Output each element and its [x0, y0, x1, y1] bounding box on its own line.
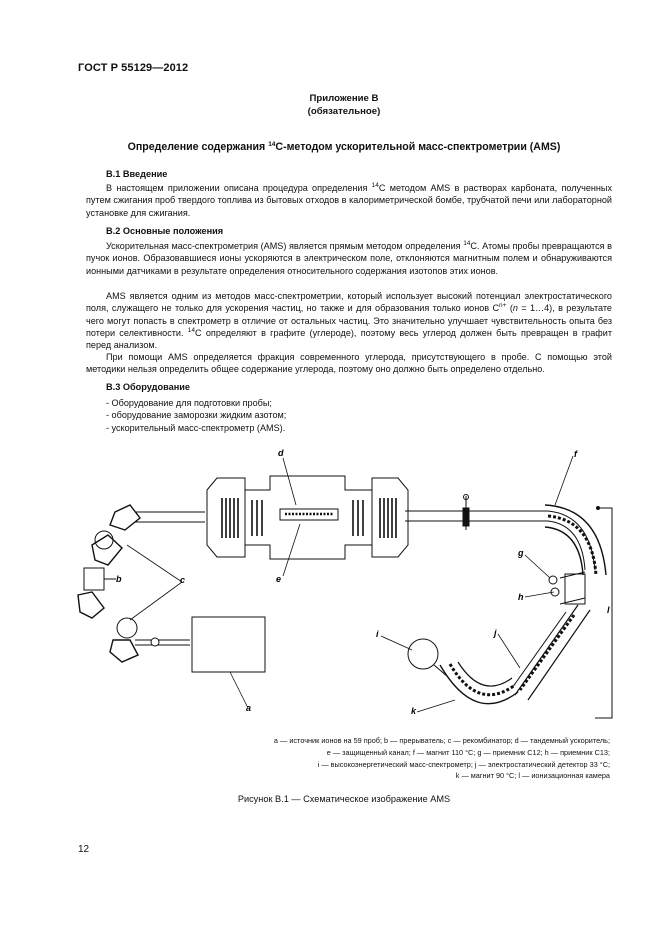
legend-line: k — магнит 90 °C; l — ионизационная камера	[455, 771, 610, 781]
beam-valve	[463, 495, 469, 531]
label-b: b	[116, 574, 122, 584]
label-c: c	[180, 575, 186, 585]
magnet-k	[440, 662, 518, 704]
magnet-f	[545, 505, 606, 575]
section-b1-heading: В.1 Введение	[106, 169, 168, 179]
list-item: - оборудование заморозки жидким азотом;	[106, 410, 287, 421]
label-h: h	[518, 592, 524, 602]
tandem-accelerator	[207, 476, 408, 559]
figure-caption: Рисунок В.1 — Схематическое изображение AMS	[237, 794, 451, 804]
beam-line	[135, 511, 595, 570]
list-item: - ускорительный масс-спектрометр (AMS).	[106, 422, 286, 433]
ion-source-a	[192, 617, 265, 672]
section-b3-heading: В.3 Оборудование	[106, 382, 191, 392]
electrostatic-detector	[512, 605, 590, 700]
legend-line: i — высокоэнергетический масс-спектрометр; j — электростатический детектор 33 °C;	[317, 759, 610, 769]
label-a: a	[246, 703, 252, 713]
label-e: e	[276, 574, 282, 584]
mass-spectrometer-i	[408, 639, 448, 677]
label-d: d	[278, 448, 284, 458]
section-b1-paragraph: В настоящем приложении описана процедура определения $^{14}$С методом AMS в растворах карбоната, полученных путем сжигания проб твердого топлива из бытовых отходов в калориметрической бомбе, трубчатой печи или лабораторной установке для сжигания.	[86, 182, 612, 218]
figure-legend	[78, 735, 610, 782]
standard-number: ГОСТ Р 55129—2012	[78, 62, 189, 74]
list-item: - Оборудование для подготовки пробы;	[106, 398, 272, 408]
section-b2-paragraph-1: Ускорительная масс-спектрометрия (AMS) является прямым методом определения $^{14}$С. Атомы пробы превращаются в пучок ионов. Образовавшиеся ионы ускоряются в электрическом поле, отклоняются магнитным полем и обнаруживаются ионными датчиками в результате определения относительного содержания изотопов этих ионов.	[86, 240, 612, 276]
label-l: l	[607, 605, 610, 615]
legend-line: e — защищенный канал; f — магнит 110 °C; g — приемник C12; h — приемник C13;	[326, 747, 610, 757]
section-b2-heading: В.2 Основные положения	[106, 226, 224, 236]
label-f: f	[574, 449, 577, 459]
leader-lines	[127, 456, 573, 712]
section-b2-paragraph-3: При помощи AMS определяется фракция современного углерода, присутствующего в пробе. С помощью этой методики нельзя определить общее содержание углерода, поэтому оно должно быть определено отдельно.	[86, 352, 612, 375]
page-number: 12	[78, 844, 90, 855]
appendix-title: Приложение В	[309, 93, 379, 104]
document-title: Определение содержания $^{14}$С-методом ускорительной масс-спектрометрии (AMS)	[127, 141, 561, 153]
label-j: j	[494, 628, 497, 638]
label-g: g	[518, 548, 524, 558]
section-b2-paragraph-2: AMS является одним из методов масс-спектрометрии, который использует высокий потенциал электростатического поля, служащего не только для ускорения частиц, но также и для образования только ионов $C^{n+}$ (n = 1…4), в результате чего могут попасть в спектрометр в отличие от остальных частиц. Это значительно улучшает чувствительность опыта без потери селективности. $^{14}$С определяют в графите (углероде), поэтому весь углерод должен быть превращен в графит перед анализом.	[86, 291, 612, 351]
label-i: i	[376, 629, 379, 639]
appendix-status: (обязательное)	[307, 106, 381, 117]
legend-line: a — источник ионов на 59 проб; b — прерыватель; c — рекомбинатор; d — тандемный ускоритель;	[273, 736, 610, 745]
recombinator	[78, 505, 190, 662]
label-k: k	[411, 706, 417, 716]
detectors-g-h	[549, 572, 585, 604]
